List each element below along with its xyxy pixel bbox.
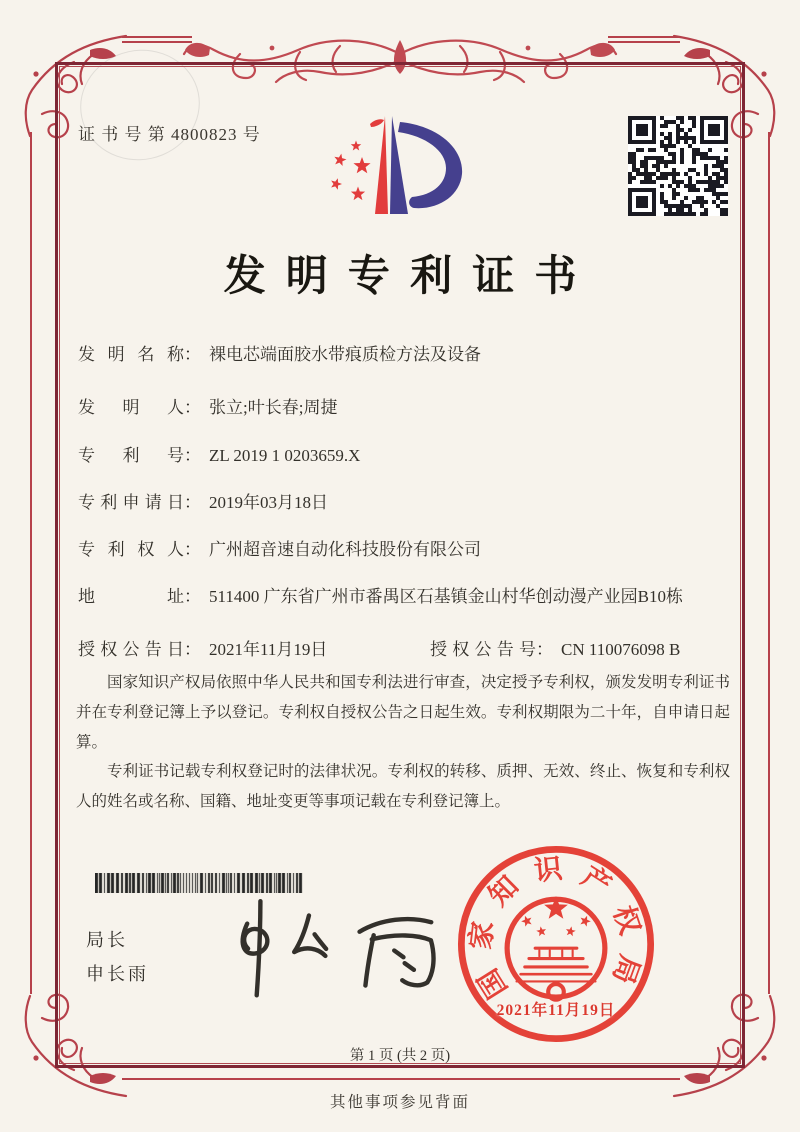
page-number: 第 1 页 (共 2 页) (349, 1048, 451, 1064)
svg-text:产: 产 (575, 861, 617, 903)
logo-dash-icon (370, 119, 384, 127)
field-colon: ： (184, 398, 201, 417)
field-value: 2019年03月18日 (209, 493, 328, 512)
field-value: ZL 2019 1 0203659.X (209, 446, 361, 465)
field-label: 发明人 (78, 398, 184, 417)
logo-p-bowl (398, 122, 462, 208)
svg-text:国: 国 (472, 963, 514, 1004)
national-emblem-icon (507, 896, 605, 999)
logo-star-icon (351, 187, 365, 201)
certificate-number: 证 书 号 第 4800823 号 (78, 125, 261, 144)
field-colon: ： (184, 640, 201, 659)
field-label: 专利号 (78, 446, 184, 465)
director-title: 局长 (86, 930, 128, 950)
frame-bottom-line (122, 1078, 680, 1080)
svg-text:家: 家 (465, 919, 500, 952)
back-note: 其他事项参见背面 (329, 1094, 470, 1111)
field-row-inventors (78, 396, 337, 421)
logo-star-icon (331, 178, 342, 189)
field-row-patent-number (78, 444, 360, 469)
field-colon: ： (184, 540, 201, 559)
director-name: 申长雨 (86, 964, 149, 984)
barcode (95, 873, 305, 893)
field-colon: ： (184, 587, 201, 606)
svg-text:知: 知 (483, 870, 525, 913)
field-row-address (78, 585, 683, 610)
qr-code (628, 116, 728, 216)
logo-star-icon (334, 154, 346, 166)
paragraph-grant-statement: 国家知识产权局依照中华人民共和国专利法进行审查，决定授予专利权，颁发发明专利证书并在专利登记簿上予以登记。专利权自授权公告之日起生效。专利权期限为二十年，自申请日起算。 (76, 674, 730, 751)
director-signature-icon (196, 889, 450, 1003)
logo-star-icon (351, 141, 361, 151)
field-label: 授权公告号 (430, 640, 536, 659)
official-seal (452, 840, 660, 1048)
field-label: 专利权人 (78, 540, 184, 559)
cnipa-logo-icon (322, 96, 482, 238)
field-colon: ： (536, 640, 553, 659)
certificate-title: 发明专利证书 (223, 254, 597, 300)
field-value: CN 110076098 B (561, 640, 681, 659)
paragraph-register-statement: 专利证书记载专利权登记时的法律状况。专利权的转移、质押、无效、终止、恢复和专利权人的姓名或名称、国籍、地址变更等事项记载在专利登记簿上。 (76, 763, 730, 810)
logo-star-icon (353, 157, 370, 173)
svg-text:权: 权 (606, 902, 646, 939)
svg-text:局: 局 (606, 950, 645, 988)
svg-text:识: 识 (532, 853, 564, 888)
field-label: 授权公告日 (78, 640, 184, 659)
field-value: 511400 广东省广州市番禺区石基镇金山村华创动漫产业园B10栋 (209, 587, 683, 606)
field-colon: ： (184, 493, 201, 512)
field-row-invention-name (78, 343, 481, 368)
field-colon: ： (184, 446, 201, 465)
legal-text (76, 668, 730, 817)
field-colon: ： (184, 345, 201, 364)
field-label: 发明名称 (78, 345, 184, 364)
flourish-leaf (90, 48, 116, 59)
field-row-patentee (78, 538, 481, 563)
field-label: 地址 (78, 587, 184, 606)
field-value: 广州超音速自动化科技股份有限公司 (209, 540, 481, 559)
grant-number-field (430, 638, 680, 663)
field-value: 裸电芯端面胶水带痕质检方法及设备 (209, 345, 481, 364)
field-label: 专利申请日 (78, 493, 184, 512)
field-value: 张立;叶长春;周捷 (209, 398, 338, 417)
seal-date: 2021年11月19日 (496, 1002, 616, 1019)
field-row-grant (78, 638, 728, 663)
field-value: 2021年11月19日 (209, 640, 328, 659)
logo-red-wedge (375, 116, 388, 214)
field-row-filing-date (78, 491, 328, 516)
